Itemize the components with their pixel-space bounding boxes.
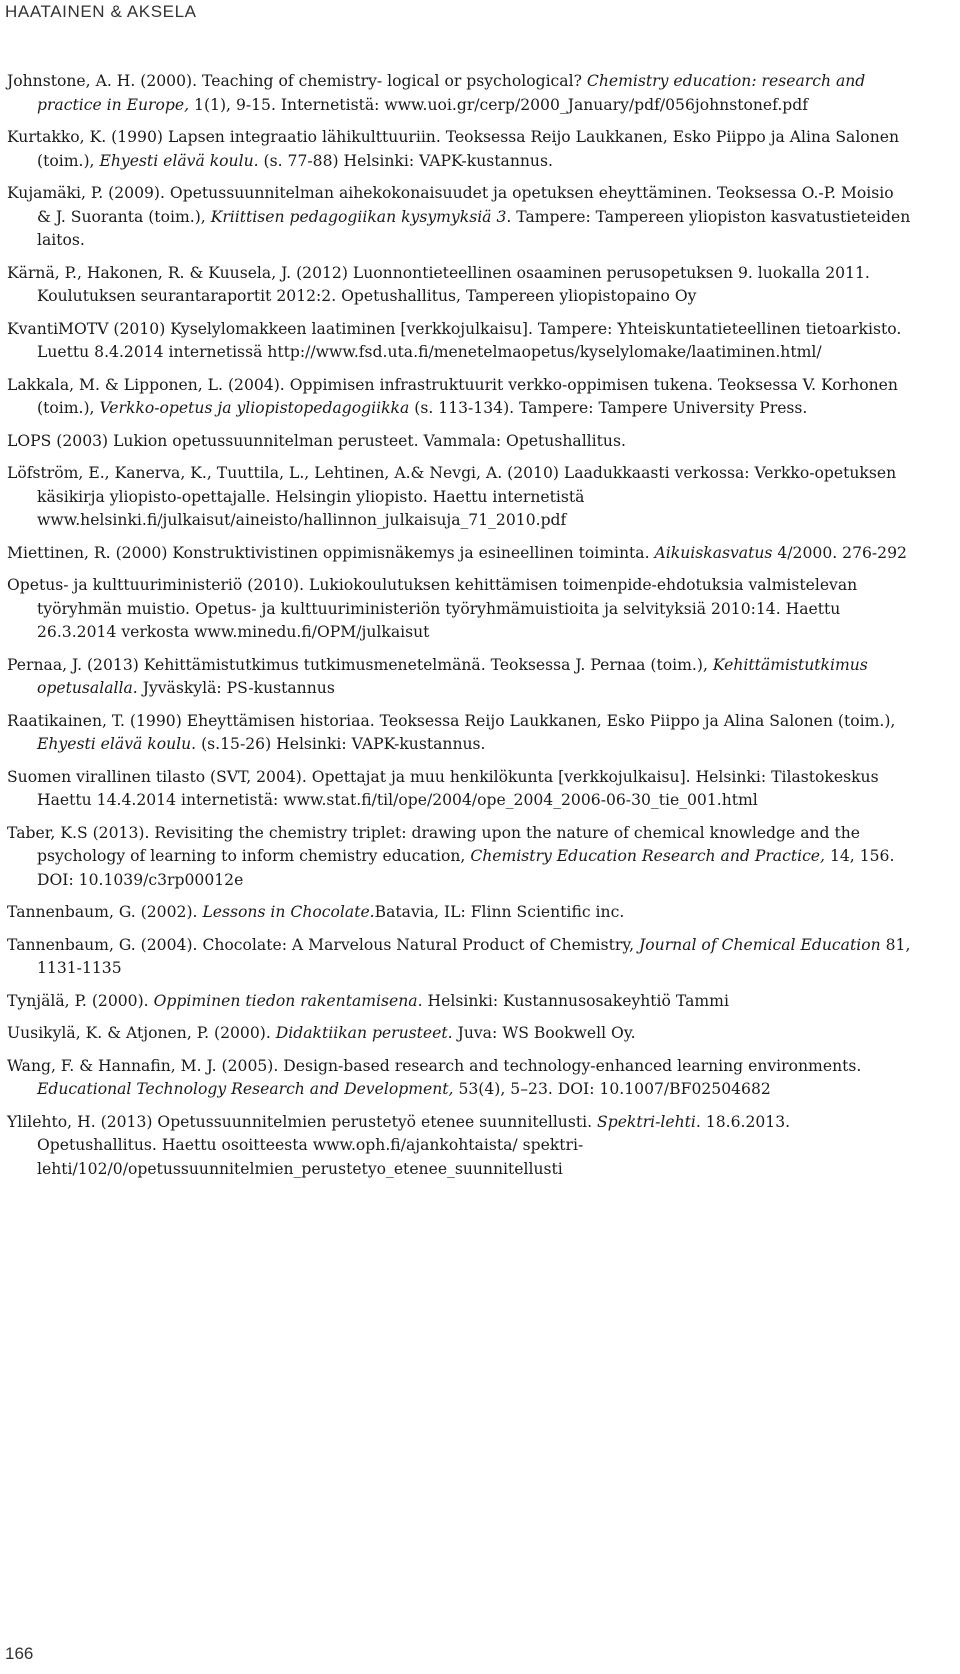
reference-italic-title: Verkko-opetus ja yliopistopedagogiikka <box>99 399 410 417</box>
reference-item <box>7 318 912 365</box>
reference-text: Tynjälä, P. (2000). <box>7 991 154 1010</box>
reference-text: Opetus- ja kulttuuriministeriö (2010). Lukiokoulutuksen kehittämisen toimenpide-ehdotuksia valmistelevan työryhmän muistio. Opetus- ja kulttuuriministeriön työryhmämuistioita ja selvityksiä 2010:14. Haettu 26.3.2014 verkosta www.minedu.fi/OPM/julkaisut <box>7 576 858 641</box>
reference-item <box>7 542 912 566</box>
reference-italic-title: Aikuiskasvatus <box>654 543 773 562</box>
reference-item <box>7 374 912 421</box>
reference-text: Raatikainen, T. (1990) Eheyttämisen historiaa. Teoksessa Reijo Laukkanen, Esko Piippo ja Alina Salonen (toim.), <box>7 711 896 730</box>
reference-text-tail: 81, 1131-1135 <box>37 935 911 977</box>
reference-item <box>7 990 912 1014</box>
reference-text: Kujamäki, P. (2009). Opetussuunnitelman aihekokonaisuudet ja opetuksen eheyttäminen. Teoksessa O.-P. Moisio & J. Suoranta (toim.), <box>7 184 894 226</box>
running-header: HAATAINEN & AKSELA <box>5 2 197 21</box>
reference-italic-title: Didaktiikan perusteet. <box>275 1024 453 1042</box>
reference-text-tail: (s. 113-134). Tampere: Tampere University Press. <box>409 399 808 417</box>
reference-item <box>7 1055 912 1102</box>
reference-italic-title: Journal of Chemical Education <box>639 935 881 954</box>
reference-italic-title: Kriittisen pedagogiikan kysymyksiä 3. <box>210 207 512 226</box>
reference-text-tail: 18.6.2013. Opetushallitus. Haettu osoitteesta www.oph.fi/ajankohtaista/ spektri-lehti/102/0/opetussuunnitelmien_perustetyo_etenee_suunnitellusti <box>37 1112 791 1178</box>
reference-item <box>7 766 912 813</box>
reference-text: Tannenbaum, G. (2004). Chocolate: A Marvelous Natural Product of Chemistry, <box>7 935 640 954</box>
reference-item <box>7 1022 912 1046</box>
reference-italic-title: Lessons in Chocolate. <box>202 903 375 921</box>
reference-text-tail: (s. 77-88) Helsinki: VAPK-kustannus. <box>258 151 553 170</box>
reference-item <box>7 822 912 893</box>
reference-item <box>7 934 912 981</box>
reference-text: Taber, K.S (2013). Revisiting the chemistry triplet: drawing upon the nature of chemical knowledge and the psychology of learning to inform chemistry education, <box>7 823 861 865</box>
reference-text: Kurtakko, K. (1990) Lapsen integraatio lähikulttuuriin. Teoksessa Reijo Laukkanen, Esko Piippo ja Alina Salonen (toim.), <box>7 128 900 170</box>
reference-text-tail: 1(1), 9-15. Internetistä: www.uoi.gr/cerp/2000_January/pdf/056johnstonef.pdf <box>189 95 809 114</box>
reference-text-tail: Juva: WS Bookwell Oy. <box>452 1024 636 1042</box>
reference-text: KvantiMOTV (2010) Kyselylomakkeen laatiminen [verkkojulkaisu]. Tampere: Yhteiskuntatieteellinen tietoarkisto. Luettu 8.4.2014 internetissä http://www.fsd.uta.fi/menetelmaopetus/kyselylomake/laatiminen.html/ <box>7 319 902 361</box>
reference-text: Löfström, E., Kanerva, K., Tuuttila, L., Lehtinen, A.& Nevgi, A. (2010) Laadukkaasti verkossa: Verkko-opetuksen käsikirja yliopisto-opettajalle. Helsingin yliopisto. Haettu internetistä www.helsinki.fi/julkaisut/aineisto/hallinnon_julkaisuja_71_2010.pdf <box>7 464 897 529</box>
reference-italic-title: Spektri-lehti. <box>597 1112 701 1131</box>
reference-item <box>7 574 912 645</box>
reference-text-tail: Helsinki: Kustannusosakeyhtiö Tammi <box>422 991 729 1010</box>
reference-text: LOPS (2003) Lukion opetussuunnitelman perusteet. Vammala: Opetushallitus. <box>7 431 626 450</box>
reference-item <box>7 1111 912 1182</box>
reference-text-tail: Jyväskylä: PS-kustannus <box>137 679 335 697</box>
reference-item <box>7 430 912 454</box>
reference-text: Johnstone, A. H. (2000). Teaching of chemistry- logical or psychological? <box>7 72 587 90</box>
reference-text: Uusikylä, K. & Atjonen, P. (2000). <box>7 1024 276 1042</box>
reference-text-tail: 53(4), 5–23. DOI: 10.1007/BF02504682 <box>453 1080 771 1098</box>
reference-text-tail: 14, 156. DOI: 10.1039/c3rp00012e <box>37 847 895 889</box>
reference-text-tail: Tampere: Tampereen yliopiston kasvatustieteiden laitos. <box>37 207 911 249</box>
reference-italic-title: Kehittämistutkimus opetusalalla. <box>37 655 868 697</box>
page-number: 166 <box>5 1644 34 1663</box>
reference-text-tail: Batavia, IL: Flinn Scientific inc. <box>374 903 625 921</box>
reference-item <box>7 70 912 117</box>
reference-list <box>7 70 912 1190</box>
reference-italic-title: Chemistry education: research and practice in Europe, <box>37 72 866 114</box>
reference-item <box>7 654 912 701</box>
reference-item <box>7 262 912 309</box>
reference-item <box>7 710 912 757</box>
reference-text: Suomen virallinen tilasto (SVT, 2004). Opettajat ja muu henkilökunta [verkkojulkaisu]. Helsinki: Tilastokeskus Haettu 14.4.2014 internetistä: www.stat.fi/til/ope/2004/ope_2004_2006-06-30_tie_001.html <box>7 767 879 809</box>
reference-text: Pernaa, J. (2013) Kehittämistutkimus tutkimusmenetelmänä. Teoksessa J. Pernaa (toim.), <box>7 655 713 674</box>
reference-item <box>7 182 912 253</box>
reference-text-tail: (s.15-26) Helsinki: VAPK-kustannus. <box>196 735 486 753</box>
reference-text: Wang, F. & Hannafin, M. J. (2005). Design-based research and technology-enhanced learning environments. <box>7 1056 862 1075</box>
reference-italic-title: Chemistry Education Research and Practice, <box>470 847 825 865</box>
reference-italic-title: Oppiminen tiedon rakentamisena. <box>153 991 423 1010</box>
reference-italic-title: Ehyesti elävä koulu. <box>37 735 197 753</box>
reference-text: Lakkala, M. & Lipponen, L. (2004). Oppimisen infrastruktuurit verkko-oppimisen tukena. Teoksessa V. Korhonen (toim.), <box>7 375 898 417</box>
reference-text: Ylilehto, H. (2013) Opetussuunnitelmien perustetyö etenee suunnitellusti. <box>7 1112 598 1131</box>
reference-text-tail: 4/2000. 276-292 <box>772 543 907 562</box>
reference-text: Miettinen, R. (2000) Konstruktivistinen oppimisnäkemys ja esineellinen toiminta. <box>7 543 655 562</box>
reference-item <box>7 462 912 533</box>
reference-text: Tannenbaum, G. (2002). <box>7 903 203 921</box>
reference-item <box>7 901 912 925</box>
reference-text: Kärnä, P., Hakonen, R. & Kuusela, J. (2012) Luonnontieteellinen osaaminen perusopetuksen 9. luokalla 2011. Koulutuksen seurantaraportit 2012:2. Opetushallitus, Tampereen yliopistopaino Oy <box>7 263 870 305</box>
reference-italic-title: Educational Technology Research and Development, <box>37 1080 454 1098</box>
reference-italic-title: Ehyesti elävä koulu. <box>99 151 259 170</box>
reference-item <box>7 126 912 173</box>
